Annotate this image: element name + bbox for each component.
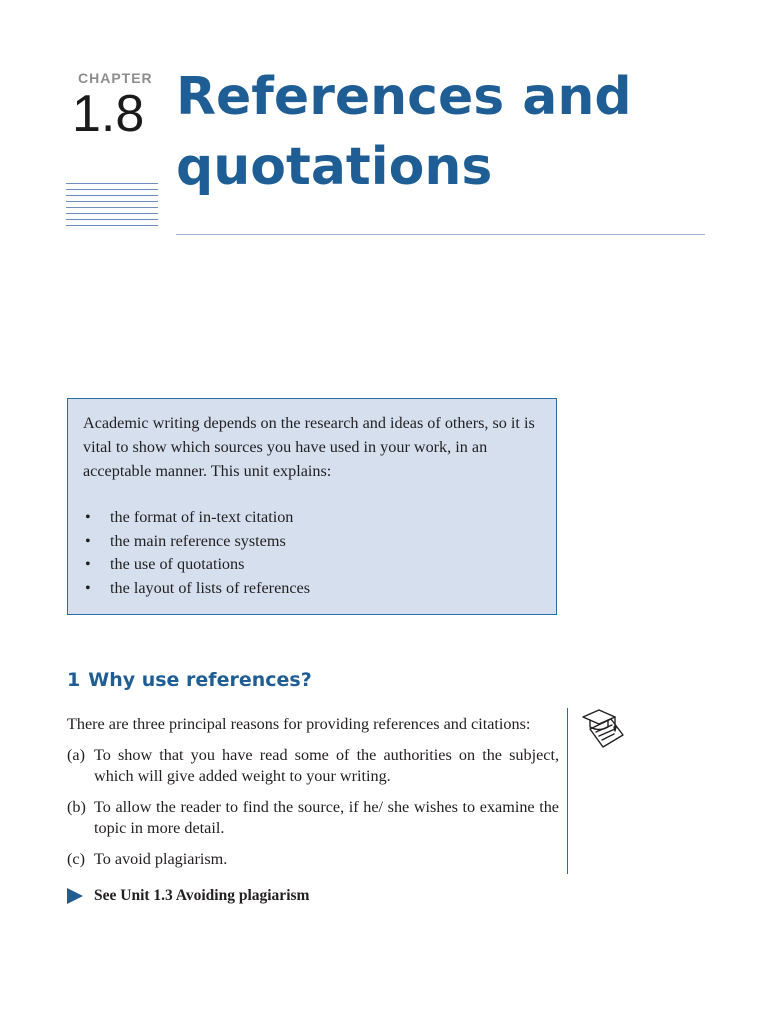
chapter-number: 1.8 (72, 85, 145, 143)
chapter-decorative-rules (66, 183, 158, 231)
chapter-title-line-1: References and (176, 67, 632, 127)
reason-item (67, 797, 559, 839)
reason-label: (a) (67, 746, 85, 764)
chapter-title (176, 62, 632, 202)
see-also-text: See Unit 1.3 Avoiding plagiarism (94, 887, 310, 904)
reason-text: To allow the reader to find the source, if he/ she wishes to examine the topic in more detail. (94, 798, 559, 837)
title-rule (176, 234, 705, 235)
intro-box (67, 398, 557, 615)
intro-bullet: • the use of quotations (83, 553, 542, 577)
margin-rule (567, 708, 568, 874)
reason-text: To show that you have read some of the authorities on the subject, which will give added weight to your writing. (94, 746, 559, 785)
triangle-arrow-icon (67, 888, 83, 904)
chapter-label: CHAPTER (78, 70, 153, 86)
reason-label: (b) (67, 798, 86, 816)
section-body (67, 714, 559, 880)
section-title: Why use references? (88, 669, 312, 691)
see-also-link[interactable] (67, 887, 309, 905)
reason-text: To avoid plagiarism. (94, 850, 228, 868)
chapter-title-line-2: quotations (176, 137, 493, 197)
reason-label: (c) (67, 850, 85, 868)
intro-bullet: • the main reference systems (83, 530, 542, 554)
section-number: 1 (67, 669, 81, 691)
section-heading (67, 669, 312, 691)
reason-item (67, 849, 559, 870)
intro-bullet: • the layout of lists of references (83, 577, 542, 601)
section-lead: There are three principal reasons for providing references and citations: (67, 715, 531, 733)
intro-bullet-list (83, 506, 542, 601)
reason-item (67, 745, 559, 787)
intro-bullet: • the format of in-text citation (83, 506, 542, 530)
intro-paragraph: Academic writing depends on the research and ideas of others, so it is vital to show which sources you have used in your work, in an acceptable manner. This unit explains: (83, 414, 535, 480)
graduation-cap-document-icon (581, 707, 627, 749)
